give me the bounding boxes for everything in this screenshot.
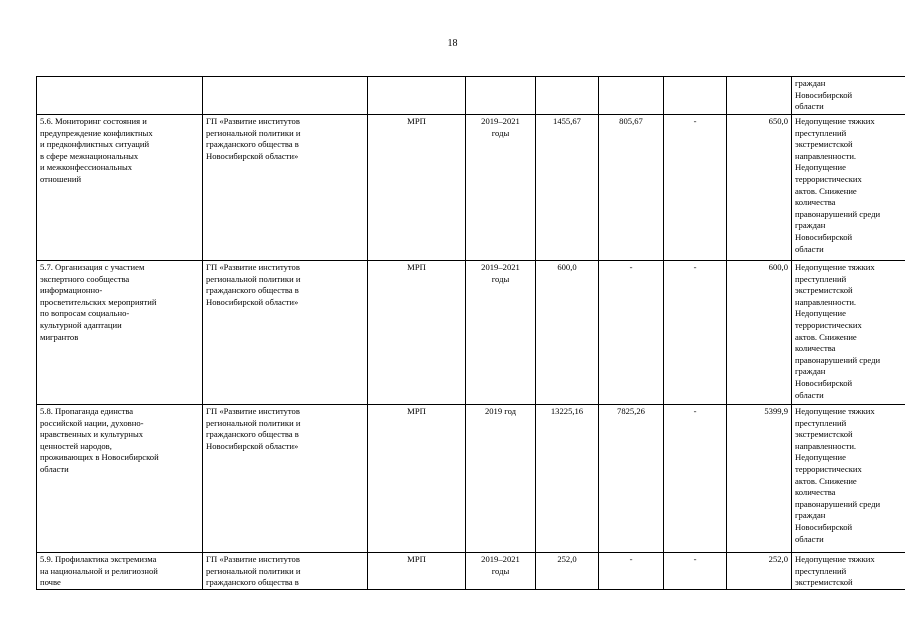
cell-federal: - [599,553,664,590]
cell-federal [599,77,664,115]
cell-executor: МРП [368,261,466,405]
cell-total: 1455,67 [536,115,599,261]
cell-name: 5.7. Организация с участием экспертного сообщества информационно- просветительских мероприятий по вопросам социально- культурной адаптации мигрантов [37,261,203,405]
cell-local: - [664,553,727,590]
cell-total: 13225,16 [536,405,599,553]
cell-federal: 805,67 [599,115,664,261]
cell-executor: МРП [368,405,466,553]
cell-period: 2019–2021 годы [466,553,536,590]
cell-program: ГП «Развитие институтов региональной политики и гражданского общества в [203,553,368,590]
cell-name [37,77,203,115]
measures-table [36,76,905,590]
cell-regional: 600,0 [727,261,792,405]
page-number: 18 [447,38,458,49]
cell-program: ГП «Развитие институтов региональной политики и гражданского общества в Новосибирской области» [203,261,368,405]
cell-federal: 7825,26 [599,405,664,553]
cell-local: - [664,261,727,405]
cell-executor [368,77,466,115]
table-row [37,553,905,590]
cell-result: Недопущение тяжких преступлений экстремистской направленности. Недопущение террористических актов. Снижение количества правонарушений среди граждан Новосибирской области [792,405,905,553]
cell-local: - [664,405,727,553]
table-row [37,261,905,405]
cell-regional: 5399,9 [727,405,792,553]
cell-program [203,77,368,115]
cell-total [536,77,599,115]
cell-federal: - [599,261,664,405]
cell-result: Недопущение тяжких преступлений экстремистской [792,553,905,590]
cell-period: 2019–2021 годы [466,261,536,405]
table-row-continuation [37,77,905,115]
cell-regional: 650,0 [727,115,792,261]
cell-total: 600,0 [536,261,599,405]
table-row [37,405,905,553]
cell-local: - [664,115,727,261]
cell-program: ГП «Развитие институтов региональной политики и гражданского общества в Новосибирской области» [203,405,368,553]
cell-result: Недопущение тяжких преступлений экстремистской направленности. Недопущение террористических актов. Снижение количества правонарушений среди граждан Новосибирской области [792,261,905,405]
cell-regional: 252,0 [727,553,792,590]
cell-executor: МРП [368,553,466,590]
cell-period: 2019–2021 годы [466,115,536,261]
cell-period: 2019 год [466,405,536,553]
cell-name: 5.6. Мониторинг состояния и предупреждение конфликтных и предконфликтных ситуаций в сфере межнациональных и межконфессиональных отношений [37,115,203,261]
cell-program: ГП «Развитие институтов региональной политики и гражданского общества в Новосибирской области» [203,115,368,261]
cell-regional [727,77,792,115]
cell-total: 252,0 [536,553,599,590]
cell-period [466,77,536,115]
cell-result: Недопущение тяжких преступлений экстремистской направленности. Недопущение террористических актов. Снижение количества правонарушений среди граждан Новосибирской области [792,115,905,261]
cell-name: 5.9. Профилактика экстремизма на национальной и религиозной почве [37,553,203,590]
cell-name: 5.8. Пропаганда единства российской нации, духовно- нравственных и культурных ценностей народов, проживающих в Новосибирской области [37,405,203,553]
cell-result: граждан Новосибирской области [792,77,905,115]
table-row [37,115,905,261]
cell-executor: МРП [368,115,466,261]
cell-local [664,77,727,115]
